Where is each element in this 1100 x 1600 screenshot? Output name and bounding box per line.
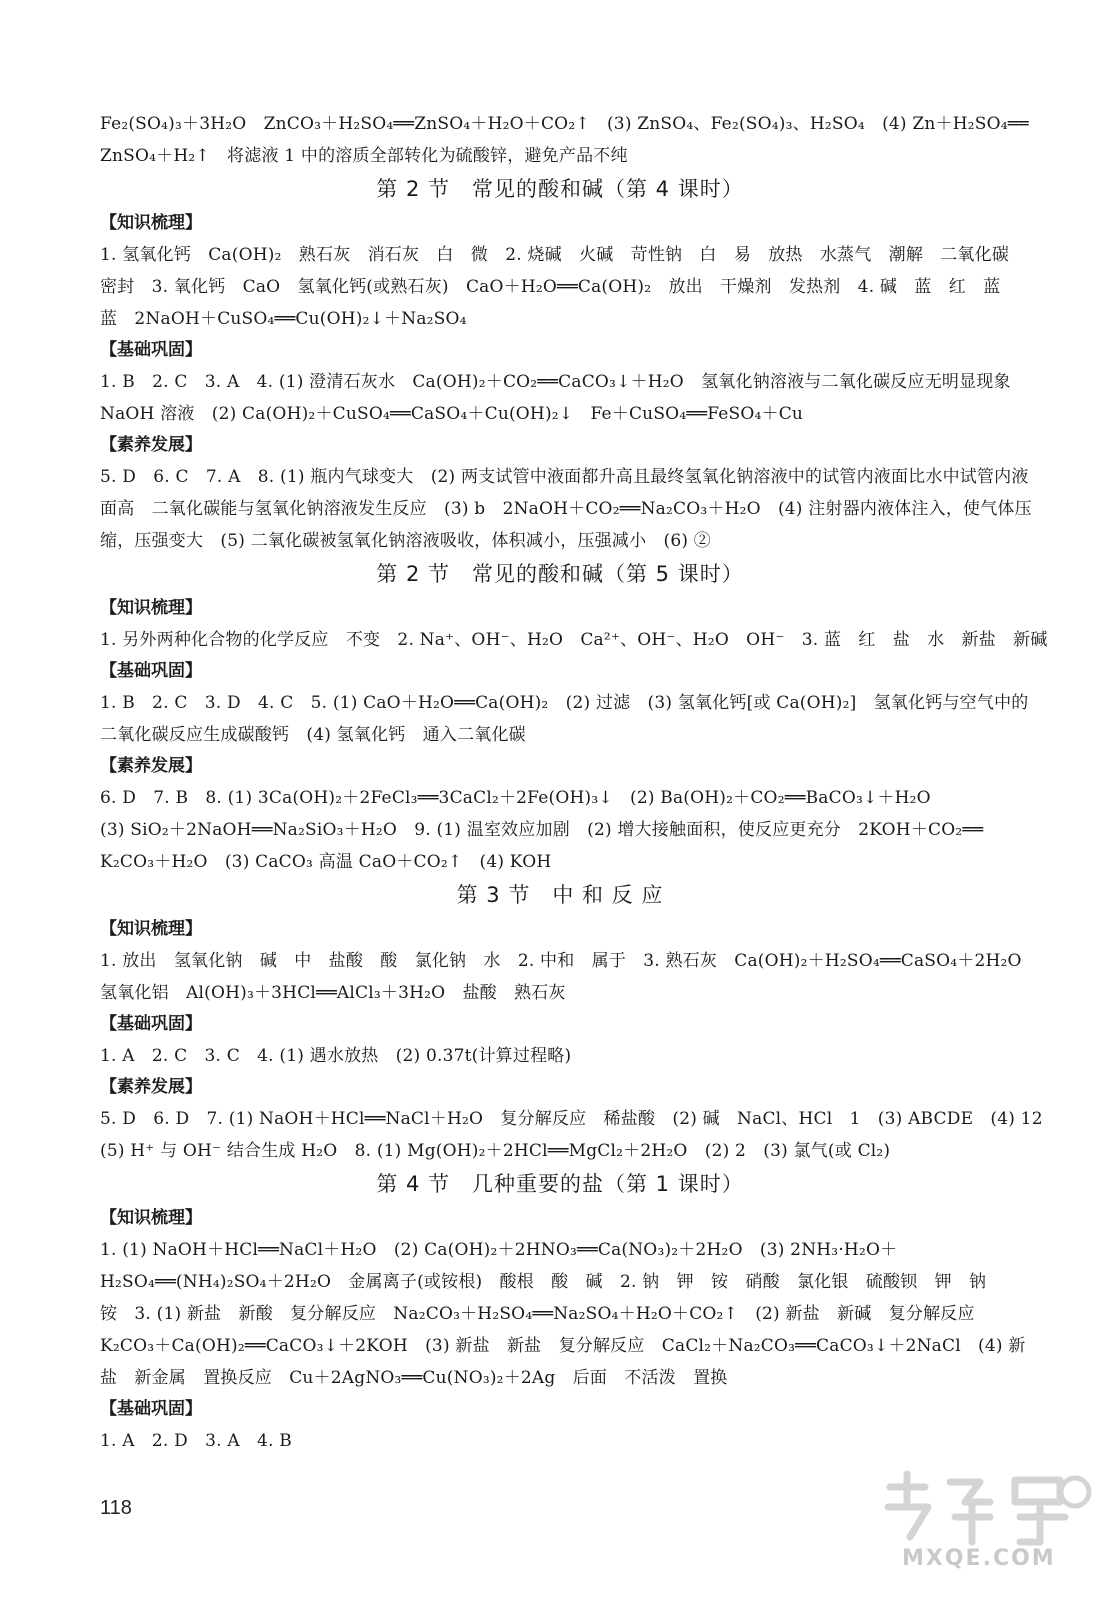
answer-line: K₂CO₃＋Ca(OH)₂══CaCO₃↓＋2KOH (3) 新盐 新盐 复分解反应 CaCl₂＋Na₂CO₃══CaCO₃↓＋2NaCl (4) 新 xyxy=(100,1336,1026,1356)
section-label: 【知识梳理】 xyxy=(100,919,202,939)
section-label: 【基础巩固】 xyxy=(100,1014,202,1034)
section-title: 第 2 节 常见的酸和碱（第 4 课时） xyxy=(376,177,744,201)
section-label: 【素养发展】 xyxy=(100,435,202,455)
answer-line: 缩，压强变大 (5) 二氧化碳被氢氧化钠溶液吸收，体积减小，压强减小 (6) ② xyxy=(100,531,711,551)
answer-line: (5) H⁺ 与 OH⁻ 结合生成 H₂O 8. (1) Mg(OH)₂＋2HCl══MgCl₂＋2H₂O (2) 2 (3) 氯气(或 Cl₂) xyxy=(100,1141,891,1161)
answer-line: 1. 放出 氢氧化钠 碱 中 盐酸 酸 氯化钠 水 2. 中和 属于 3. 熟石灰 Ca(OH)₂＋H₂SO₄══CaSO₄＋2H₂O xyxy=(100,951,1022,971)
answer-line: 6. D 7. B 8. (1) 3Ca(OH)₂＋2FeCl₃══3CaCl₂＋2Fe(OH)₃↓ (2) Ba(OH)₂＋CO₂══BaCO₃↓＋H₂O xyxy=(100,788,931,808)
answer-line: K₂CO₃＋H₂O (3) CaCO₃ 高温 CaO＋CO₂↑ (4) KOH xyxy=(100,852,552,872)
answer-line: 1. (1) NaOH＋HCl══NaCl＋H₂O (2) Ca(OH)₂＋2HNO₃══Ca(NO₃)₂＋2H₂O (3) 2NH₃·H₂O＋ xyxy=(100,1240,898,1260)
answer-line: 1. 另外两种化合物的化学反应 不变 2. Na⁺、OH⁻、H₂O Ca²⁺、OH⁻、H₂O OH⁻ 3. 蓝 红 盐 水 新盐 新碱 xyxy=(100,630,1048,650)
section-title: 第 4 节 几种重要的盐（第 1 课时） xyxy=(376,1172,744,1196)
answer-line: 铵 3. (1) 新盐 新酸 复分解反应 Na₂CO₃＋H₂SO₄══Na₂SO₄＋H₂O＋CO₂↑ (2) 新盐 新碱 复分解反应 xyxy=(100,1304,975,1324)
answer-line: 蓝 2NaOH＋CuSO₄══Cu(OH)₂↓＋Na₂SO₄ xyxy=(100,309,467,329)
answer-line: 1. B 2. C 3. D 4. C 5. (1) CaO＋H₂O══Ca(OH)₂ (2) 过滤 (3) 氢氧化钙[或 Ca(OH)₂] 氢氧化钙与空气中的 xyxy=(100,693,1029,713)
section-label: 【素养发展】 xyxy=(100,756,202,776)
section-label: 【知识梳理】 xyxy=(100,213,202,233)
answer-line: 1. A 2. D 3. A 4. B xyxy=(100,1431,292,1451)
answer-line: 密封 3. 氧化钙 CaO 氢氧化钙(或熟石灰) CaO＋H₂O══Ca(OH)₂ 放出 干燥剂 发热剂 4. 碱 蓝 红 蓝 xyxy=(100,277,1001,297)
section-label: 【基础巩固】 xyxy=(100,1399,202,1419)
answer-line: 氢氧化铝 Al(OH)₃＋3HCl══AlCl₃＋3H₂O 盐酸 熟石灰 xyxy=(100,983,566,1003)
section-label: 【基础巩固】 xyxy=(100,661,202,681)
section-title: 第 2 节 常见的酸和碱（第 5 课时） xyxy=(376,562,744,586)
section-label: 【知识梳理】 xyxy=(100,1208,202,1228)
page-number: 118 xyxy=(100,1497,132,1519)
answer-line: 盐 新金属 置换反应 Cu＋2AgNO₃══Cu(NO₃)₂＋2Ag 后面 不活泼 置换 xyxy=(100,1368,728,1388)
section-label: 【素养发展】 xyxy=(100,1077,202,1097)
section-label: 【知识梳理】 xyxy=(100,598,202,618)
answer-line: 1. 氢氧化钙 Ca(OH)₂ 熟石灰 消石灰 白 微 2. 烧碱 火碱 苛性钠 白 易 放热 水蒸气 潮解 二氧化碳 xyxy=(100,245,1010,265)
section-label: 【基础巩固】 xyxy=(100,340,202,360)
answer-line: 面高 二氧化碳能与氢氧化钠溶液发生反应 (3) b 2NaOH＋CO₂══Na₂CO₃＋H₂O (4) 注射器内液体注入，使气体压 xyxy=(100,499,1032,519)
watermark-text: MXQE.COM xyxy=(902,1546,1056,1571)
answer-site-logo-icon xyxy=(870,1462,1095,1552)
answer-line: NaOH 溶液 (2) Ca(OH)₂＋CuSO₄══CaSO₄＋Cu(OH)₂↓ Fe＋CuSO₄══FeSO₄＋Cu xyxy=(100,404,804,424)
answer-line: 1. A 2. C 3. C 4. (1) 遇水放热 (2) 0.37t(计算过程略) xyxy=(100,1046,572,1066)
answer-line: (3) SiO₂＋2NaOH══Na₂SiO₃＋H₂O 9. (1) 温室效应加剧 (2) 增大接触面积，使反应更充分 2KOH＋CO₂══ xyxy=(100,820,984,840)
watermark-logo xyxy=(870,1462,1095,1592)
answer-line: 5. D 6. C 7. A 8. (1) 瓶内气球变大 (2) 两支试管中液面都升高且最终氢氧化钠溶液中的试管内液面比水中试管内液 xyxy=(100,467,1029,487)
answer-line: Fe₂(SO₄)₃＋3H₂O ZnCO₃＋H₂SO₄══ZnSO₄＋H₂O＋CO₂↑ (3) ZnSO₄、Fe₂(SO₄)₃、H₂SO₄ (4) Zn＋H₂SO₄══ xyxy=(100,114,1029,134)
answer-line: 5. D 6. D 7. (1) NaOH＋HCl══NaCl＋H₂O 复分解反应 稀盐酸 (2) 碱 NaCl、HCl 1 (3) ABCDE (4) 12 xyxy=(100,1109,1043,1129)
section-title: 第 3 节 中 和 反 应 xyxy=(456,883,664,907)
answer-content xyxy=(100,108,1048,1457)
answer-line: ZnSO₄＋H₂↑ 将滤液 1 中的溶质全部转化为硫酸锌，避免产品不纯 xyxy=(100,146,628,166)
answer-line: 1. B 2. C 3. A 4. (1) 澄清石灰水 Ca(OH)₂＋CO₂══CaCO₃↓＋H₂O 氢氧化钠溶液与二氧化碳反应无明显现象 xyxy=(100,372,1011,392)
answer-line: 二氧化碳反应生成碳酸钙 (4) 氢氧化钙 通入二氧化碳 xyxy=(100,725,526,745)
answer-line: H₂SO₄══(NH₄)₂SO₄＋2H₂O 金属离子(或铵根) 酸根 酸 碱 2. 钠 钾 铵 硝酸 氯化银 硫酸钡 钾 钠 xyxy=(100,1272,987,1292)
